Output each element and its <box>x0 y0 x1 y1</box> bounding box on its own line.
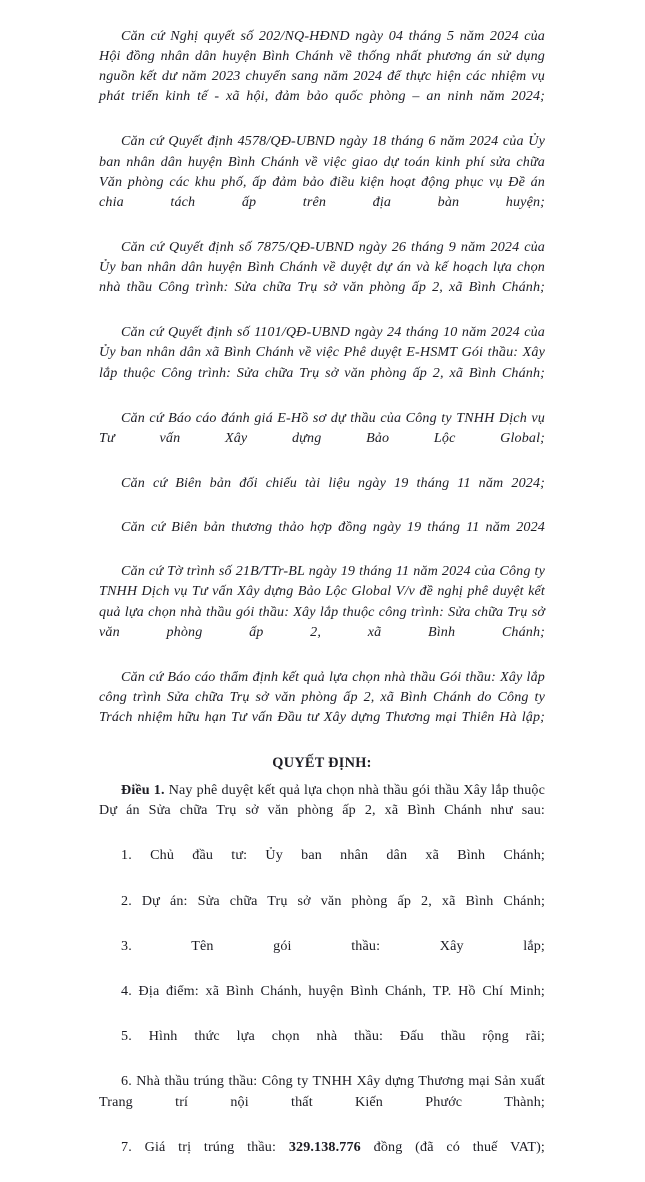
preamble-paragraph-8: Căn cứ Tờ trình số 21B/TTr-BL ngày 19 tháng 11 năm 2024 của Công ty TNHH Dịch vụ Tư vấn Xây dựng Bảo Lộc Global V/v đề nghị phê duyệt kết quả lựa chọn nhà thầu gói thầu: Xây lắp thuộc công trình: Sửa chữa Trụ sở văn phòng ấp 2, xã Bình Chánh; <box>99 563 545 640</box>
list-item-7 <box>99 1137 545 1177</box>
bid-value-amount: 329.138.776 <box>288 1138 361 1155</box>
list-item-3: 3. Tên gói thầu: Xây lắp; <box>121 937 545 954</box>
preamble-paragraph-4: Căn cứ Quyết định số 1101/QĐ-UBND ngày 24 tháng 10 năm 2024 của Ủy ban nhân dân xã Bình Chánh về việc Phê duyệt E-HSMT Gói thầu: Xây lắp thuộc Công trình: Sửa chữa Trụ sở văn phòng ấp 2, xã Bình Chánh; <box>99 324 545 381</box>
preamble-paragraph-9: Căn cứ Báo cáo thẩm định kết quả lựa chọn nhà thầu Gói thầu: Xây lắp công trình Sửa chữa Trụ sở văn phòng ấp 2, xã Bình Chánh do Công ty Trách nhiệm hữu hạn Tư vấn Đầu tư Xây dựng Thương mại Thiên Hà lập; <box>99 668 545 725</box>
list-item-5: 5. Hình thức lựa chọn nhà thầu: Đấu thầu rộng rãi; <box>121 1028 545 1045</box>
list-item-4: 4. Địa điểm: xã Bình Chánh, huyện Bình Chánh, TP. Hồ Chí Minh; <box>121 983 545 1000</box>
preamble-paragraph-2: Căn cứ Quyết định 4578/QĐ-UBND ngày 18 tháng 6 năm 2024 của Ủy ban nhân dân huyện Bình Chánh về việc giao dự toán kinh phí sửa chữa Văn phòng các khu phố, ấp đảm bảo điều kiện hoạt động phục vụ Đề án chia tách ấp trên địa bàn huyện; <box>99 133 545 210</box>
preamble-paragraph-3: Căn cứ Quyết định số 7875/QĐ-UBND ngày 26 tháng 9 năm 2024 của Ủy ban nhân dân huyện Bình Chánh về duyệt dự án và kế hoạch lựa chọn nhà thầu Công trình: Sửa chữa Trụ sở văn phòng ấp 2, xã Bình Chánh; <box>99 238 545 296</box>
preamble-paragraph-7: Căn cứ Biên bản thương thảo hợp đồng ngày 19 tháng 11 năm 2024 <box>121 519 545 536</box>
preamble-paragraph-6: Căn cứ Biên bản đối chiếu tài liệu ngày 19 tháng 11 năm 2024; <box>121 474 545 491</box>
list-item-1: 1. Chủ đầu tư: Ủy ban nhân dân xã Bình Chánh; <box>121 847 545 864</box>
document-body <box>99 26 545 1182</box>
article-1-label: Điều 1. <box>121 782 165 799</box>
preamble-paragraph-1: Căn cứ Nghị quyết số 202/NQ-HĐND ngày 04 tháng 5 năm 2024 của Hội đồng nhân dân huyện Bình Chánh về thống nhất phương án sử dụng nguồn kết dư năm 2023 chuyển sang năm 2024 để thực hiện các nhiệm vụ phát triển kinh tế - xã hội, đảm bảo quốc phòng – an ninh năm 2024; <box>99 28 545 105</box>
preamble-paragraph-5: Căn cứ Báo cáo đánh giá E-Hồ sơ dự thầu của Công ty TNHH Dịch vụ Tư vấn Xây dựng Bảo Lộc Global; <box>99 409 545 446</box>
bid-value-suffix: đồng (đã có thuế VAT); <box>360 1138 545 1155</box>
list-item-6: 6. Nhà thầu trúng thầu: Công ty TNHH Xây dựng Thương mại Sản xuất Trang trí nội thất Kiến Phước Thành; <box>99 1073 545 1110</box>
article-1-text: Nay phê duyệt kết quả lựa chọn nhà thầu gói thầu Xây lắp thuộc Dự án Sửa chữa Trụ sở văn phòng ấp 2, xã Bình Chánh như sau: <box>99 782 545 819</box>
article-1-paragraph <box>99 780 545 840</box>
decision-heading: QUYẾT ĐỊNH: <box>272 755 372 772</box>
list-item-2: 2. Dự án: Sửa chữa Trụ sở văn phòng ấp 2, xã Bình Chánh; <box>121 892 545 909</box>
bid-value-prefix: 7. Giá trị trúng thầu: <box>121 1138 289 1155</box>
